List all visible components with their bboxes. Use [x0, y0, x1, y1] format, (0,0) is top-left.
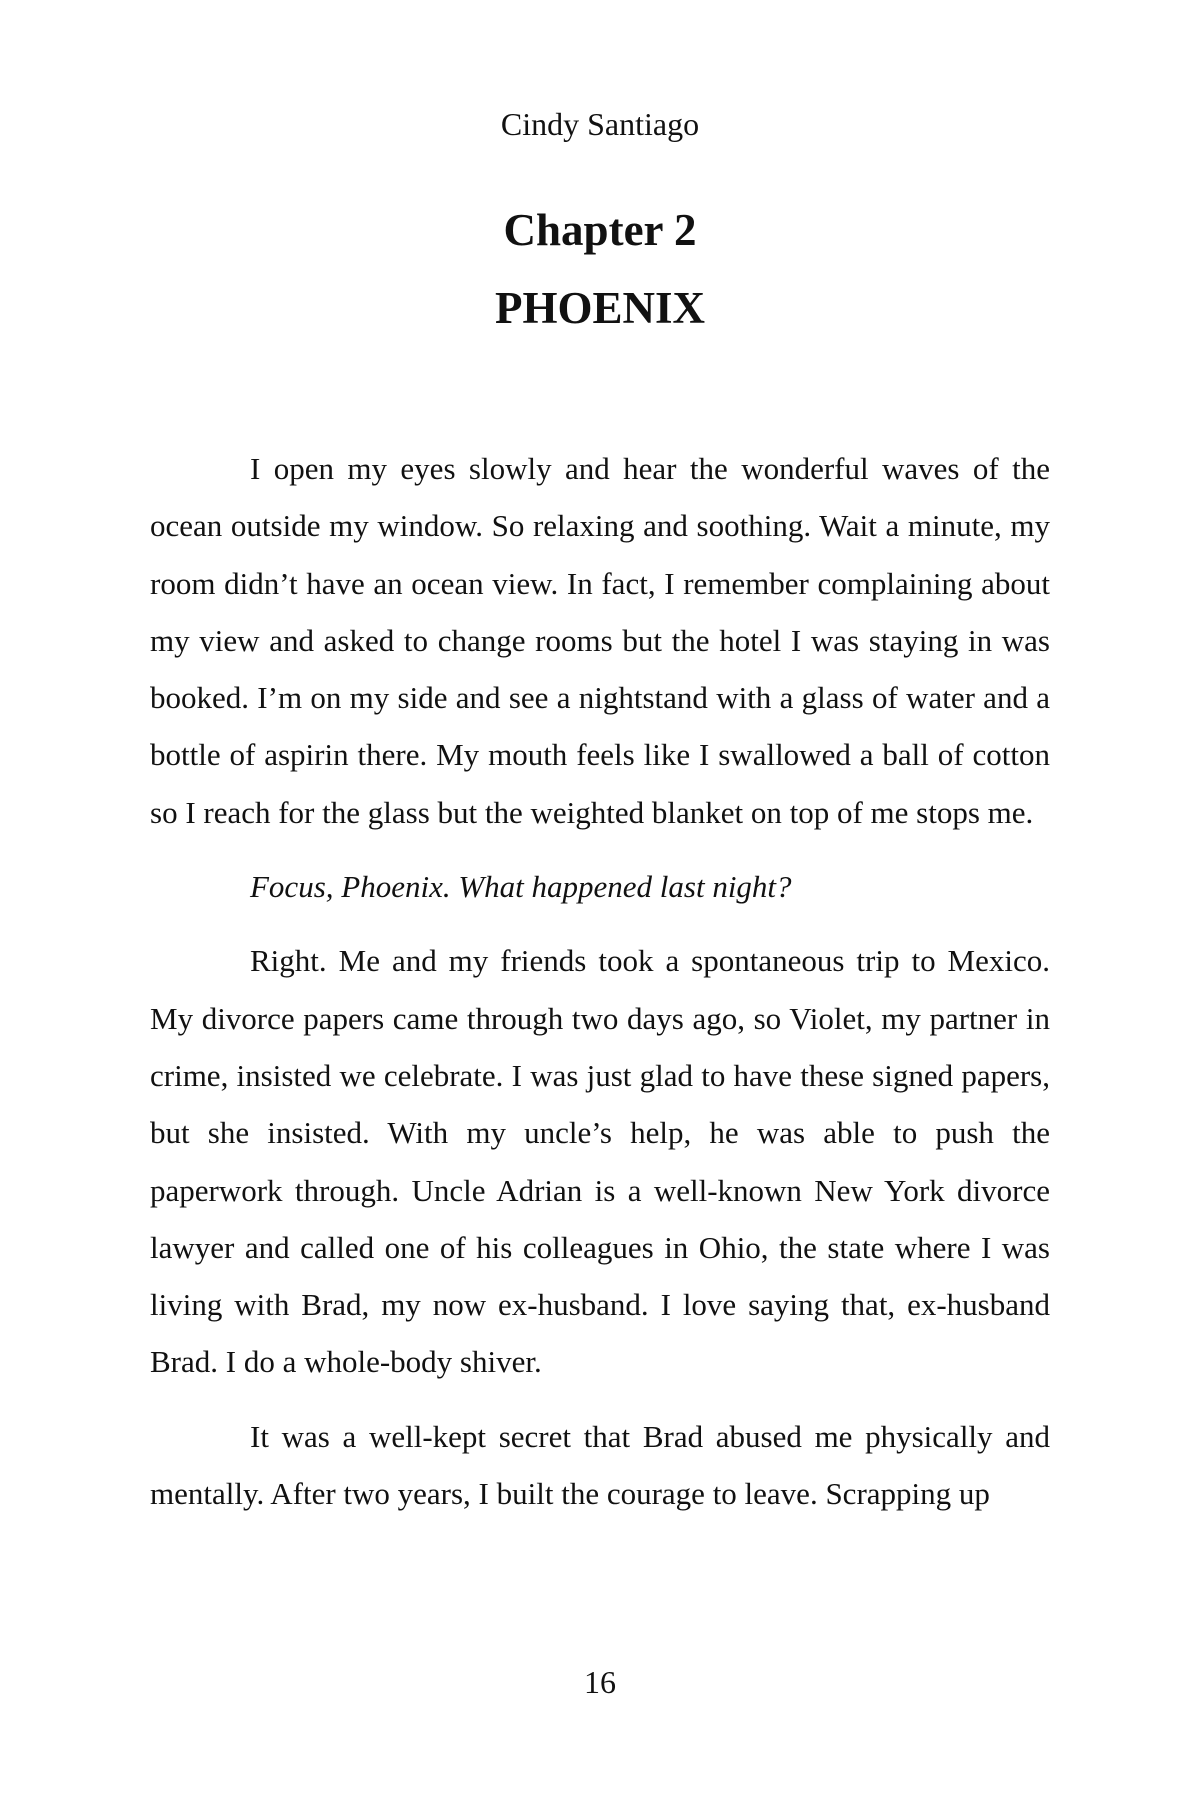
paragraph-3: Right. Me and my friends took a spontaneous trip to Mexico. My divorce papers came through two days ago, so Violet, my partner in crime, insisted we celebrate. I was just glad to have these signed papers, but she insisted. With my uncle’s help, he was able to push the paperwork through. Uncle Adrian is a well-known New York divorce lawyer and called one of his colleagues in Ohio, the state where I was living with Brad, my now ex-husband. I love saying that, ex-husband Brad. I do a whole-body shiver.: [150, 943, 1050, 1380]
running-head-author: Cindy Santiago: [500, 106, 700, 142]
paragraph-2-italic-thought: Focus, Phoenix. What happened last night?: [250, 869, 792, 905]
chapter-number: Chapter 2: [503, 205, 697, 255]
paragraph-4: It was a well-kept secret that Brad abused me physically and mentally. After two years, I built the courage to leave. Scrapping up: [150, 1418, 1050, 1512]
body-text: [150, 440, 1050, 1522]
chapter-title: PHOENIX: [494, 283, 705, 333]
page-number: 16: [584, 1664, 616, 1700]
paragraph-1: I open my eyes slowly and hear the wonderful waves of the ocean outside my window. So relaxing and soothing. Wait a minute, my room didn’t have an ocean view. In fact, I remember complaining about my view and asked to change rooms but the hotel I was staying in was booked. I’m on my side and see a nightstand with a glass of water and a bottle of aspirin there. My mouth feels like I swallowed a ball of cotton so I reach for the glass but the weighted blanket on top of me stops me.: [150, 451, 1050, 830]
